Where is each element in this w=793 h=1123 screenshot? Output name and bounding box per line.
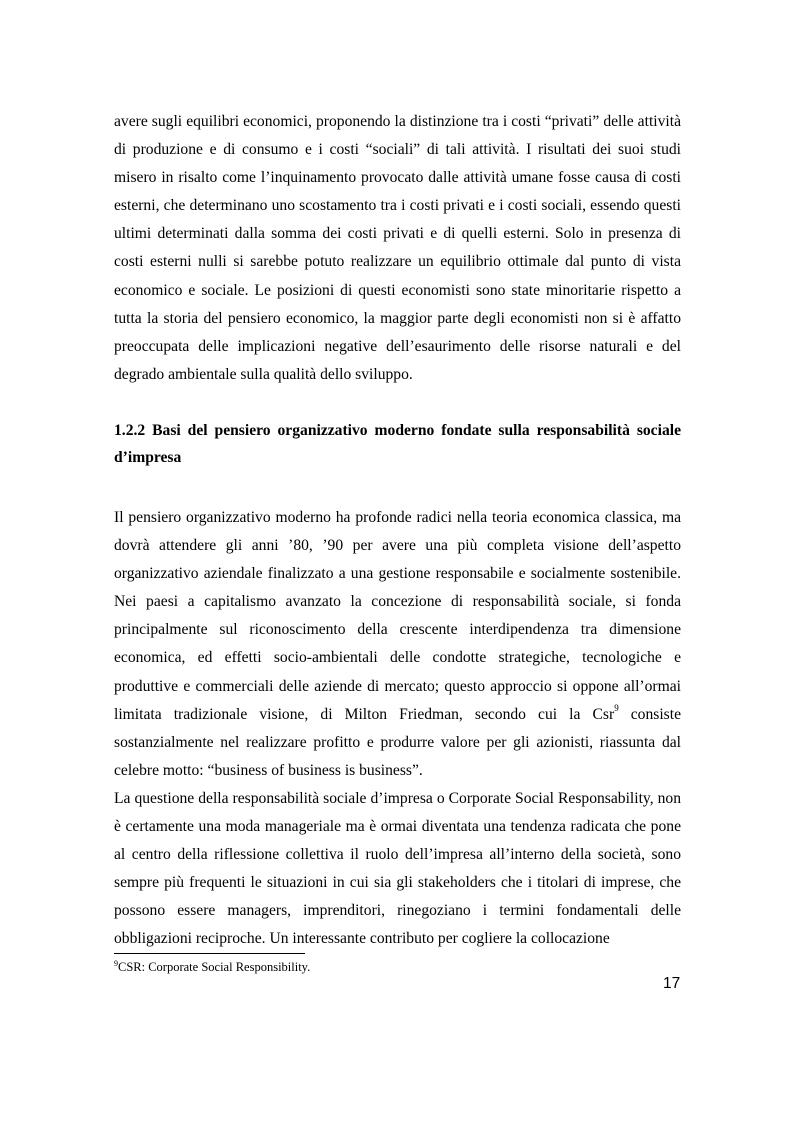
body-text bbox=[114, 108, 681, 953]
section-heading: 1.2.2 Basi del pensiero organizzativo moderno fondate sulla responsabilità sociale d’impresa bbox=[114, 421, 681, 466]
footnote-text: CSR: Corporate Social Responsibility. bbox=[118, 960, 311, 974]
page-number: 17 bbox=[663, 975, 681, 992]
paragraph-csr-question: La questione della responsabilità sociale d’impresa o Corporate Social Responsability, non è certamente una moda manageriale ma è ormai diventata una tendenza radicata che pone al centro della riflessione collettiva il ruolo dell’impresa all’interno della società, sono sempre più frequenti le situazioni in cui sia gli stakeholders che i titolari di imprese, che possono essere managers, imprenditori, rinegoziano i termini fondamentali delle obbligazioni reciproche. Un interessante contributo per cogliere la collocazione bbox=[114, 789, 681, 948]
paragraph-csr-intro-part1: Il pensiero organizzativo moderno ha profonde radici nella teoria economica classica, ma dovrà attendere gli anni ’80, ’90 per avere una più completa visione dell’aspetto organizzativo aziendale finalizzato a una gestione responsabile e socialmente sostenibile. Nei paesi a capitalismo avanzato la concezione di responsabilità sociale, si fonda principalmente sul riconoscimento della crescente interdipendenza tra dimensione economica, ed effetti socio-ambientali delle condotte strategiche, tecnologiche e produttive e commerciali delle aziende di mercato; questo approccio si oppone all’ormai limitata tradizionale visione, di Milton Friedman, secondo cui la Csr bbox=[114, 508, 681, 723]
paragraph-csr-intro-part2: consiste sostanzialmente nel realizzare profitto e produrre valore per gli azionisti, riassunta dal celebre motto: “business of business is business”. bbox=[114, 705, 682, 779]
spacer bbox=[114, 389, 681, 417]
spacer bbox=[114, 471, 681, 504]
paragraph-csr-intro bbox=[114, 504, 681, 785]
footnote-marker: 9 bbox=[114, 958, 118, 968]
footnote-reference: 9 bbox=[614, 703, 619, 714]
footnote bbox=[114, 959, 310, 975]
paragraph-intro: avere sugli equilibri economici, proponendo la distinzione tra i costi “privati” delle attività di produzione e di consumo e i costi “sociali” di tali attività. I risultati dei suoi studi misero in risalto come l’inquinamento provocato dalle attività umane fosse causa di costi esterni, che determinano uno scostamento tra i costi privati e i costi sociali, essendo questi ultimi determinati dalla somma dei costi privati e di quelli esterni. Solo in presenza di costi esterni nulli si sarebbe potuto realizzare un equilibrio ottimale dal punto di vista economico e sociale. Le posizioni di questi economisti sono state minoritarie rispetto a tutta la storia del pensiero economico, la maggior parte degli economisti non si è affatto preoccupata delle implicazioni negative dell’esaurimento delle risorse naturali e del degrado ambientale sulla qualità dello sviluppo. bbox=[114, 113, 681, 383]
footnote-divider bbox=[114, 953, 305, 954]
